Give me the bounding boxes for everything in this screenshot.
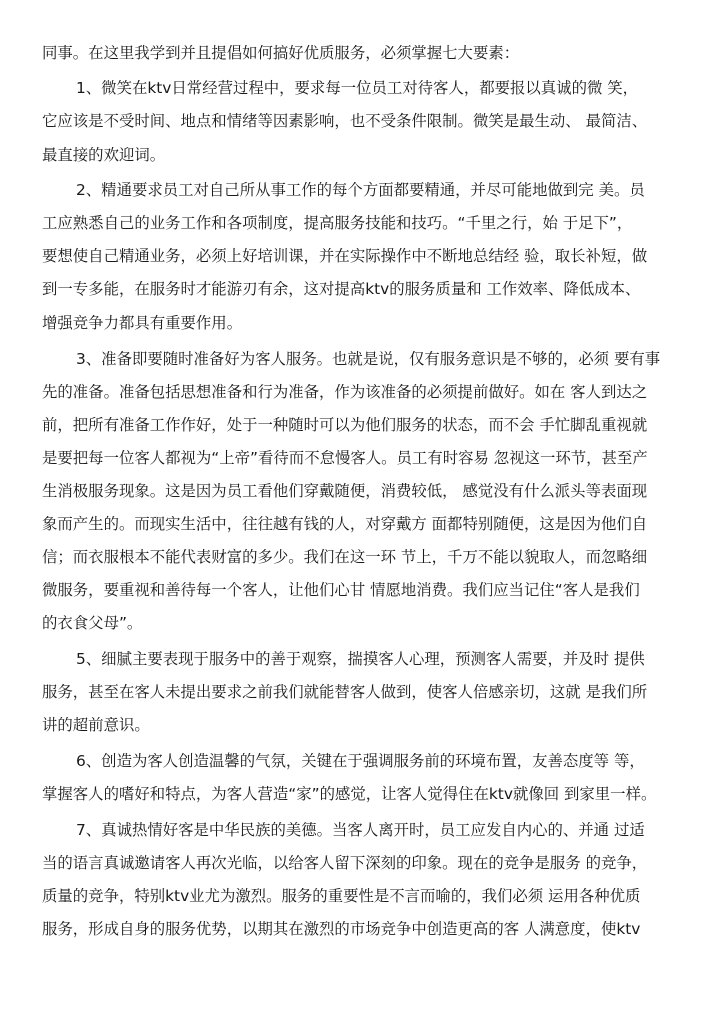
text-line: 它应该是不受时间、地点和情绪等因素影响，也不受条件限制。微笑是最生动、 最简洁、 <box>42 112 648 130</box>
text-line: 象而产生的。而现实生活中，往往越有钱的人，对穿戴方 面都特别随便，这是因为他们自 <box>42 515 648 533</box>
text-line: 服务，甚至在客人未提出要求之前我们就能替客人做到，使客人倍感亲切，这就 是我们所 <box>42 683 648 701</box>
text-line: 掌握客人的嗜好和特点，为客人营造“家”的感觉，让客人觉得住在ktv就像回 到家里一样。 <box>42 785 657 803</box>
text-line: 2、精通要求员工对自己所从事工作的每个方面都要精通，并尽可能地做到完 美。员 <box>76 181 645 199</box>
text-line: 1、微笑在ktv日常经营过程中，要求每一位员工对待客人，都要报以真诚的微 笑， <box>76 79 639 97</box>
text-line: 3、准备即要随时准备好为客人服务。也就是说，仅有服务意识是不够的，必须 要有事 <box>76 350 661 368</box>
text-line: 微服务，要重视和善待每一个客人，让他们心甘 情愿地消费。我们应当记住“客人是我们 <box>42 581 640 599</box>
text-line: 服务，形成自身的服务优势，以期其在激烈的市场竞争中创造更高的客 人满意度，使ktv <box>42 920 641 938</box>
text-line: 工应熟悉自己的业务工作和各项制度，提高服务技能和技巧。“千里之行，始 于足下”， <box>42 214 633 232</box>
text-line: 增强竞争力都具有重要作用。 <box>42 314 243 332</box>
text-line: 6、创造为客人创造温馨的气氛，关键在于强调服务前的环境布置，友善态度等 等， <box>76 752 645 770</box>
text-line: 最直接的欢迎词。 <box>42 146 166 164</box>
text-line: 信；而衣服根本不能代表财富的多少。我们在这一环 节上，千万不能以貌取人，而忽略细 <box>42 548 648 566</box>
text-line: 的衣食父母”。 <box>42 614 143 632</box>
text-line: 当的语言真诚邀请客人再次光临，以给客人留下深刻的印象。现在的竞争是服务 的竞争， <box>42 854 648 872</box>
text-line: 是要把每一位客人都视为“上帝”看待而不怠慢客人。员工有时容易 忽视这一环节，甚至产 <box>42 449 648 467</box>
text-line: 到一专多能，在服务时才能游刃有余，这对提高ktv的服务质量和 工作效率、降低成本、 <box>42 280 641 298</box>
text-line: 讲的超前意识。 <box>42 716 150 734</box>
text-line: 同事。在这里我学到并且提倡如何搞好优质服务，必须掌握七大要素： <box>42 44 520 62</box>
text-line: 要想使自己精通业务，必须上好培训课，并在实际操作中不断地总结经 验，取长补短，做 <box>42 247 648 265</box>
text-line: 先的准备。准备包括思想准备和行为准备，作为该准备的必须提前做好。如在 客人到达之 <box>42 383 648 401</box>
text-line: 5、细腻主要表现于服务中的善于观察，揣摸客人心理，预测客人需要，并及时 提供 <box>76 650 645 668</box>
text-line: 质量的竞争，特别ktv业尤为激烈。服务的重要性是不言而喻的，我们必须 运用各种优质 <box>42 887 641 905</box>
text-line: 前，把所有准备工作作好，处于一种随时可以为他们服务的状态，而不会 手忙脚乱重视就 <box>42 416 648 434</box>
text-line: 生消极服务现象。这是因为员工看他们穿戴随便，消费较低， 感觉没有什么派头等表面现 <box>42 482 648 500</box>
text-line: 7、真诚热情好客是中华民族的美德。当客人离开时，员工应发自内心的、并通 过适 <box>76 821 645 839</box>
